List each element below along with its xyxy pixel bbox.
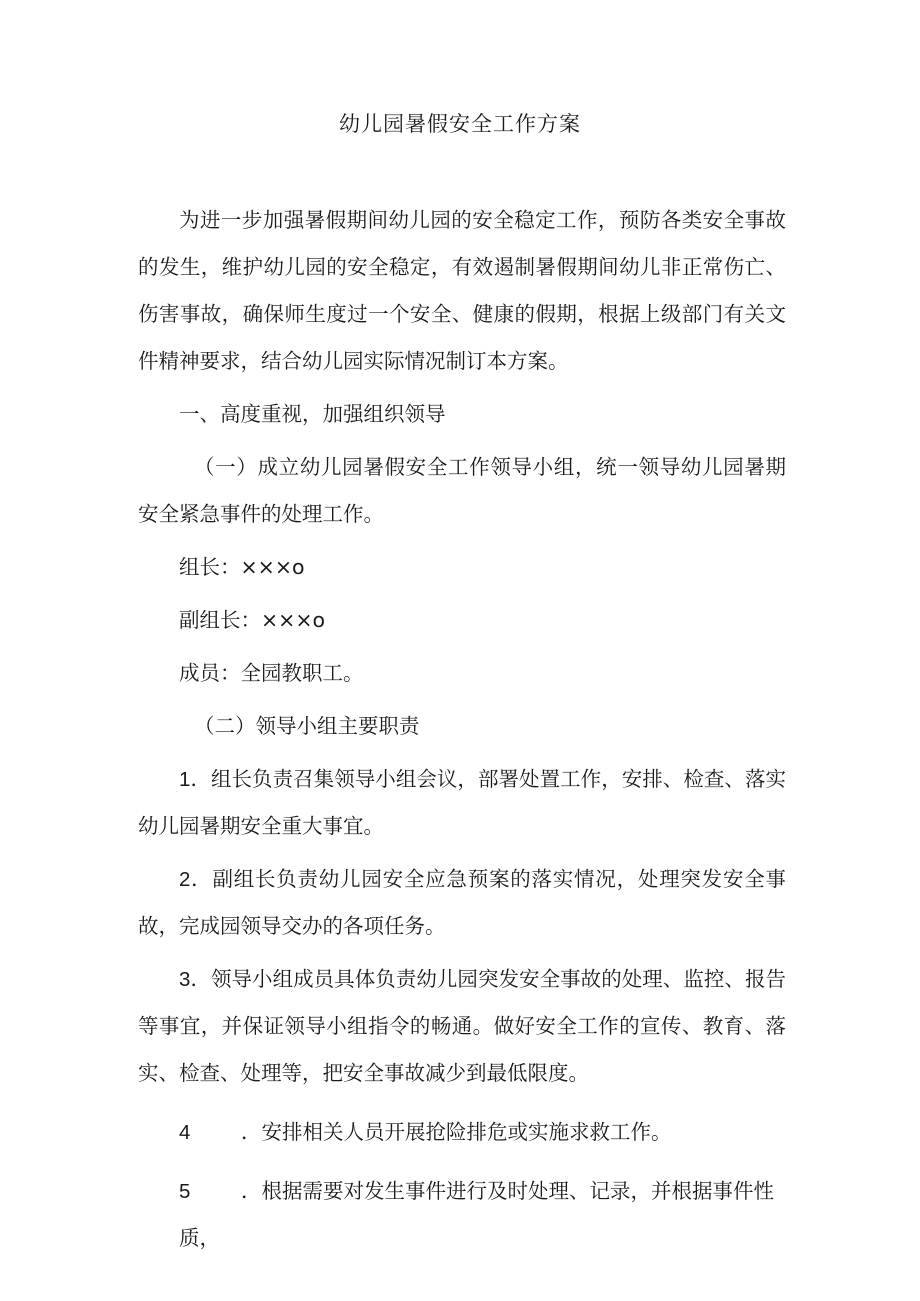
subsection-1: （一）成立幼儿园暑假安全工作领导小组，统一领导幼儿园暑期安全紧急事件的处理工作。 <box>138 455 786 526</box>
list-item <box>138 1109 786 1156</box>
subsection-2: （二）领导小组主要职责 <box>194 714 420 738</box>
item-text: ．副组长负责幼儿园安全应急预案的落实情况，处理突发安全事故，完成园领导交办的各项任务。 <box>138 867 786 938</box>
vice-leader-line: 副组长：×××o <box>179 608 326 632</box>
item-text: ．组长负责召集领导小组会议，部署处置工作，安排、检查、落实幼儿园暑期安全重大事宜。 <box>138 767 786 838</box>
list-item <box>138 756 786 850</box>
item-text: ．领导小组成员具体负责幼儿园突发安全事故的处理、监控、报告等事宜，并保证领导小组指令的畅通。做好安全工作的宣传、教育、落实、检查、处理等，把安全事故减少到最低限度。 <box>138 967 786 1085</box>
document-title: 幼儿园暑假安全工作方案 <box>339 112 581 136</box>
item-text: ．根据需要对发生事件进行及时处理、记录，并根据事件性质， <box>179 1179 774 1250</box>
intro-paragraph: 为进一步加强暑假期间幼儿园的安全稳定工作，预防各类安全事故的发生，维护幼儿园的安全稳定，有效遏制暑假期间幼儿非正常伤亡、伤害事故，确保师生度过一个安全、健康的假期，根据上级部门有关文件精神要求，结合幼儿园实际情况制订本方案。 <box>138 208 786 373</box>
list-item <box>138 856 786 950</box>
item-number: 1 <box>179 768 191 791</box>
item-text: ．安排相关人员开展抢险排危或实施求救工作。 <box>241 1120 672 1144</box>
item-number: 3 <box>179 968 191 991</box>
members-line: 成员：全园教职工。 <box>179 661 364 685</box>
item-number: 4 <box>179 1121 191 1144</box>
item-number: 2 <box>179 868 191 891</box>
document-body <box>138 197 786 1262</box>
section-heading: 一、高度重视，加强组织领导 <box>179 402 446 426</box>
list-item <box>138 956 786 1097</box>
list-item <box>138 1168 786 1262</box>
leader-line: 组长：×××o <box>179 555 305 579</box>
item-number: 5 <box>179 1180 191 1203</box>
